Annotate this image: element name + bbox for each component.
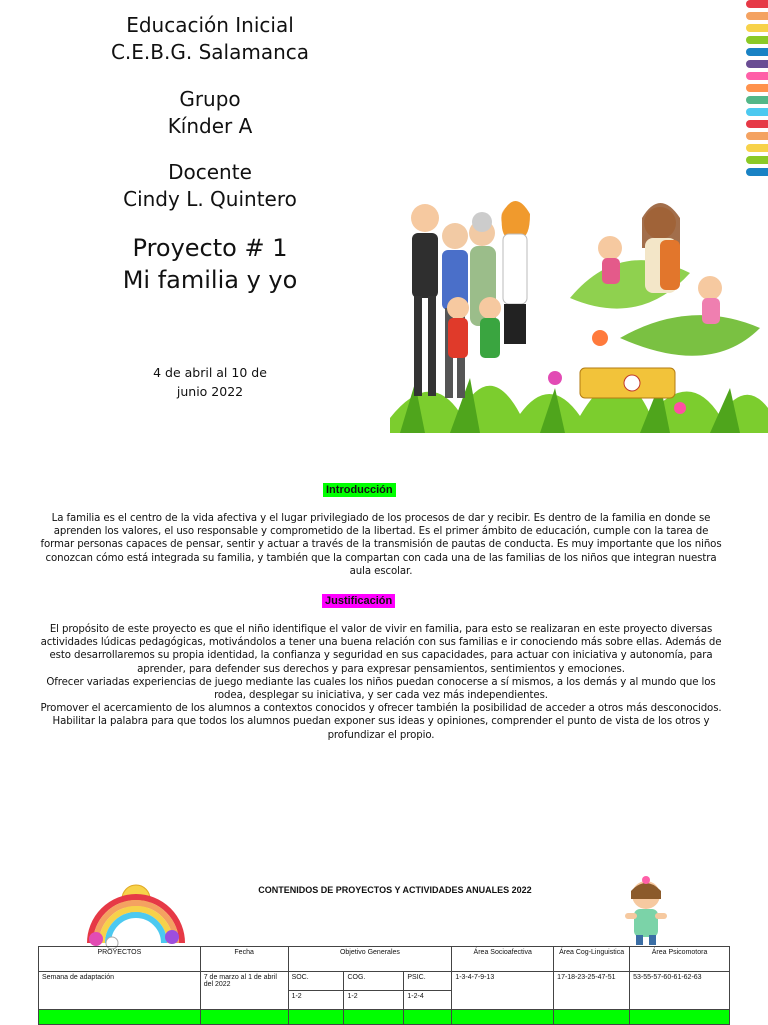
header-psicomotora: Área Psicomotora [630, 947, 730, 972]
group-block [0, 86, 420, 140]
stripe [746, 60, 768, 68]
dates-line-2: junio 2022 [176, 384, 244, 399]
teacher-label: Docente [168, 160, 252, 184]
project-block [0, 232, 420, 296]
projects-table [38, 946, 730, 1025]
teacher-block [0, 159, 420, 213]
justification-paragraph-2: Ofrecer variadas experiencias de juego mediante las cuales los niños puedan conocerse a sí mismos, a los demás y al mundo que los rodea, desplegar su iniciativa, y ser cada vez más independientes. [46, 676, 716, 702]
stripe [746, 12, 768, 20]
stripe [746, 168, 768, 176]
stripe [746, 36, 768, 44]
stripe [746, 108, 768, 116]
cell-soc-value: 1-2 [288, 991, 344, 1010]
justification-paragraph-4: Habilitar la palabra para que todos los alumnos puedan exponer sus ideas y opiniones, comprender el punto de vista de los otros y profundizar el propio. [52, 716, 710, 741]
header-cog-linguistica: Área Cog-Linguistica [554, 947, 630, 972]
education-level: Educación Inicial [126, 13, 294, 37]
cell-psicomotora: 53-55-57-60-61-62-63 [630, 972, 730, 1010]
girl-clipart [607, 875, 685, 947]
rainbow-clipart [82, 877, 190, 949]
cell-project: Semana de adaptación [39, 972, 201, 1010]
header-projects: PROYECTOS [39, 947, 201, 972]
justification-paragraph-1: El propósito de este proyecto es que el niño identifique el valor de vivir en familia, para esto se realizaran en este proyecto diversas actividades lúdicas pedagógicas, motivándolos a tener una buena relación con sus familias e ir conociendo más sobre ellas. Además de esto desarrollaremos su propia identidad, la confianza y seguridad en sus capacidades, para actuar con iniciativa y autonomía, para aprender, para defender sus derechos y para expresar pensamientos, sentimientos y emociones. [40, 624, 722, 675]
cell-cog-label: COG. [344, 972, 404, 991]
justification-paragraph-3: Promover el acercamiento de los alumnos a contextos conocidos y ofrecer también la posibilidad de acceder a otros más desconocidos. [40, 703, 722, 715]
cell-cog-linguistica: 17-18-23-25-47-51 [554, 972, 630, 1010]
justification-heading: Justificación [322, 594, 395, 608]
stripe [746, 156, 768, 164]
family-illustration [390, 178, 768, 433]
cell-cog-value: 1-2 [344, 991, 404, 1010]
cell-psic-label: PSIC. [404, 972, 452, 991]
dates-block [0, 363, 420, 401]
table-row-partial [39, 1010, 730, 1025]
stripe [746, 132, 768, 140]
stripe [746, 84, 768, 92]
stripe [746, 48, 768, 56]
justification-text [36, 623, 726, 742]
group-value: Kínder A [167, 114, 253, 138]
stripe [746, 0, 768, 8]
table-header-row [39, 947, 730, 972]
stripe [746, 144, 768, 152]
dates-line-1: 4 de abril al 10 de [153, 365, 267, 380]
cell-date: 7 de marzo al 1 de abril del 2022 [200, 972, 288, 1010]
header-objectives: Objetivo Generales [288, 947, 452, 972]
school-block [0, 12, 420, 66]
school-name: C.E.B.G. Salamanca [110, 40, 310, 64]
header-date: Fecha [200, 947, 288, 972]
header-socioafectiva: Área Socioafectiva [452, 947, 554, 972]
cell-soc-label: SOC. [288, 972, 344, 991]
table-title: CONTENIDOS DE PROYECTOS Y ACTIVIDADES ANUALES 2022 [258, 885, 532, 895]
introduction-text: La familia es el centro de la vida afectiva y el lugar privilegiado de los procesos de dar y recibir. Es dentro de la familia en donde se aprenden los valores, el uso responsable y comprometido de la libertad. Es el primer ámbito de educación, cumple con la tarea de formar personas capaces de pensar, sentir y actuar a través de la transmisión de pautas de conducta. Es muy importante que los niños conozcan cómo está integrada su familia, y también que la compartan con cada una de las familias de los niños que integran nuestra aula escolar. [40, 513, 722, 577]
cell-psic-value: 1-2-4 [404, 991, 452, 1010]
stripe [746, 120, 768, 128]
group-label: Grupo [179, 87, 241, 111]
mother-figure [501, 201, 530, 344]
introduction-heading: Introducción [323, 483, 396, 497]
cell-socioafectiva: 1-3-4-7-9-13 [452, 972, 554, 1010]
stripe [746, 96, 768, 104]
project-name: Mi familia y yo [122, 266, 298, 294]
teacher-name: Cindy L. Quintero [123, 187, 297, 211]
stripe [746, 72, 768, 80]
project-number: Proyecto # 1 [132, 234, 288, 262]
stripe [746, 24, 768, 32]
table-row [39, 972, 730, 991]
